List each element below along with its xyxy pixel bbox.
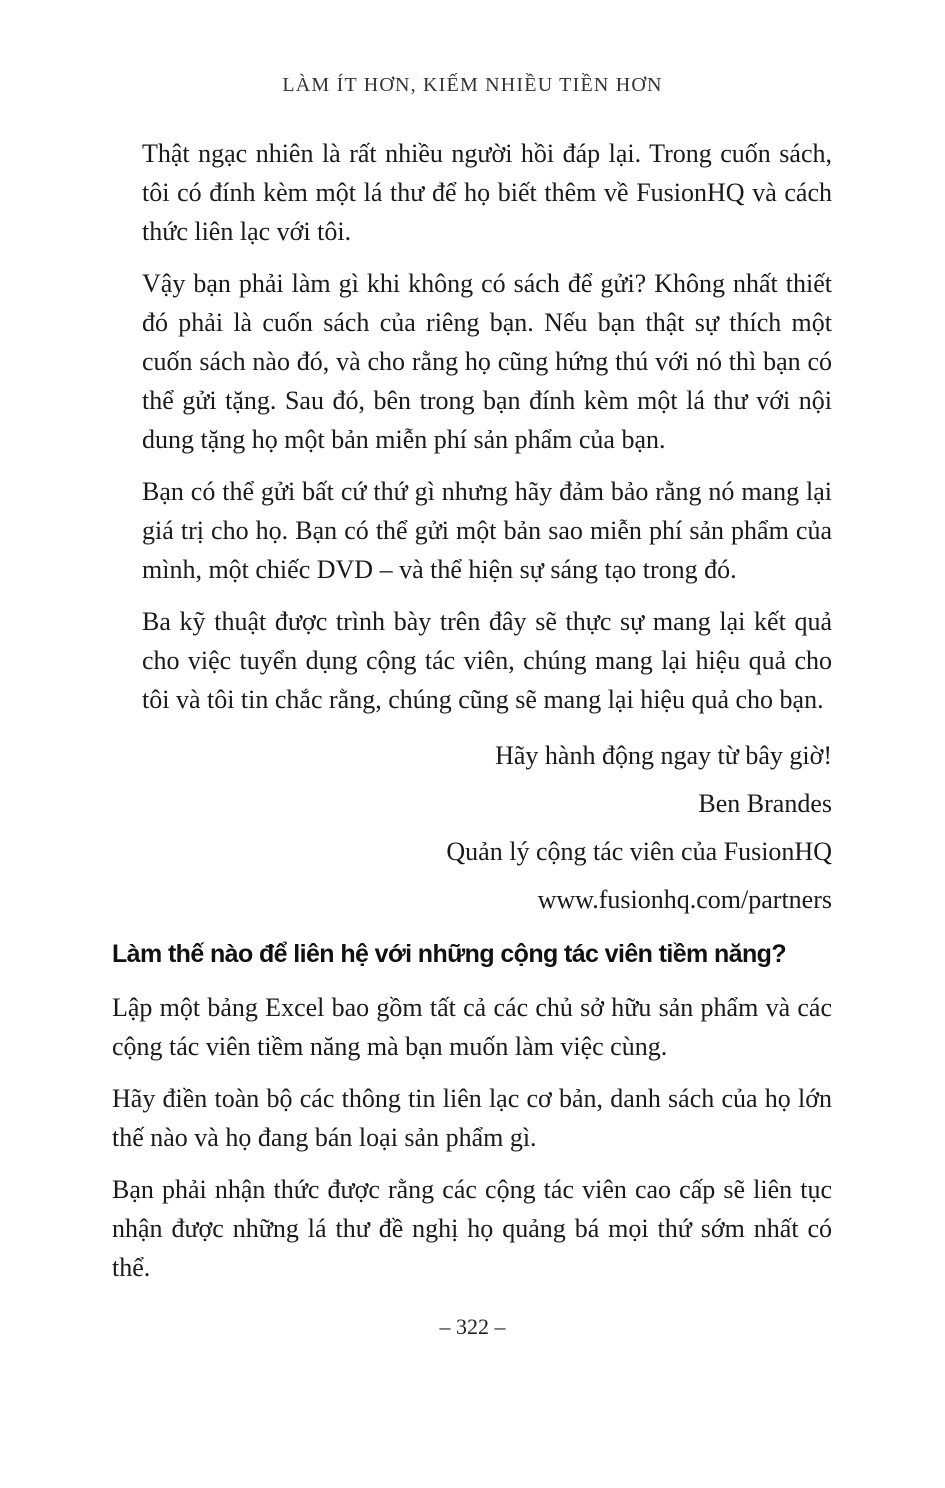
body-paragraph: Lập một bảng Excel bao gồm tất cả các chủ sở hữu sản phẩm và các cộng tác viên tiềm năng mà bạn muốn làm việc cùng. xyxy=(112,993,832,1061)
letter-author-role: Quản lý cộng tác viên của FusionHQ xyxy=(446,837,832,866)
section-body xyxy=(112,930,832,1300)
letter-signoff: Hãy hành động ngay từ bây giờ! xyxy=(495,741,832,770)
letter-author: Ben Brandes xyxy=(698,789,832,818)
body-paragraph: Hãy điền toàn bộ các thông tin liên lạc cơ bản, danh sách của họ lớn thế nào và họ đang bán loại sản phẩm gì. xyxy=(112,1084,832,1152)
section-heading: Làm thế nào để liên hệ với những cộng tác viên tiềm năng? xyxy=(112,940,786,968)
letter-excerpt xyxy=(142,134,832,924)
letter-paragraph: Ba kỹ thuật được trình bày trên đây sẽ thực sự mang lại kết quả cho việc tuyển dụng cộng tác viên, chúng mang lại hiệu quả cho tôi và tôi tin chắc rằng, chúng cũng sẽ mang lại hiệu quả cho bạn. xyxy=(142,607,832,714)
letter-paragraph: Bạn có thể gửi bất cứ thứ gì nhưng hãy đảm bảo rằng nó mang lại giá trị cho họ. Bạn có thể gửi một bản sao miễn phí sản phẩm của mình, một chiếc DVD – và thể hiện sự sáng tạo trong đó. xyxy=(142,477,832,584)
running-header: LÀM ÍT HƠN, KIẾM NHIỀU TIỀN HƠN xyxy=(282,74,663,96)
letter-paragraph: Vậy bạn phải làm gì khi không có sách để gửi? Không nhất thiết đó phải là cuốn sách của riêng bạn. Nếu bạn thật sự thích một cuốn sách nào đó, và cho rằng họ cũng hứng thú với nó thì bạn có thể gửi tặng. Sau đó, bên trong bạn đính kèm một lá thư với nội dung tặng họ một bản miễn phí sản phẩm của bạn. xyxy=(142,269,832,454)
page-number: – 322 – xyxy=(439,1314,506,1339)
letter-paragraph: Thật ngạc nhiên là rất nhiều người hồi đáp lại. Trong cuốn sách, tôi có đính kèm một lá thư để họ biết thêm về FusionHQ và cách thức liên lạc với tôi. xyxy=(142,139,832,246)
body-paragraph: Bạn phải nhận thức được rằng các cộng tác viên cao cấp sẽ liên tục nhận được những lá thư đề nghị họ quảng bá mọi thứ sớm nhất có thể. xyxy=(112,1175,832,1282)
letter-website: www.fusionhq.com/partners xyxy=(537,885,832,914)
